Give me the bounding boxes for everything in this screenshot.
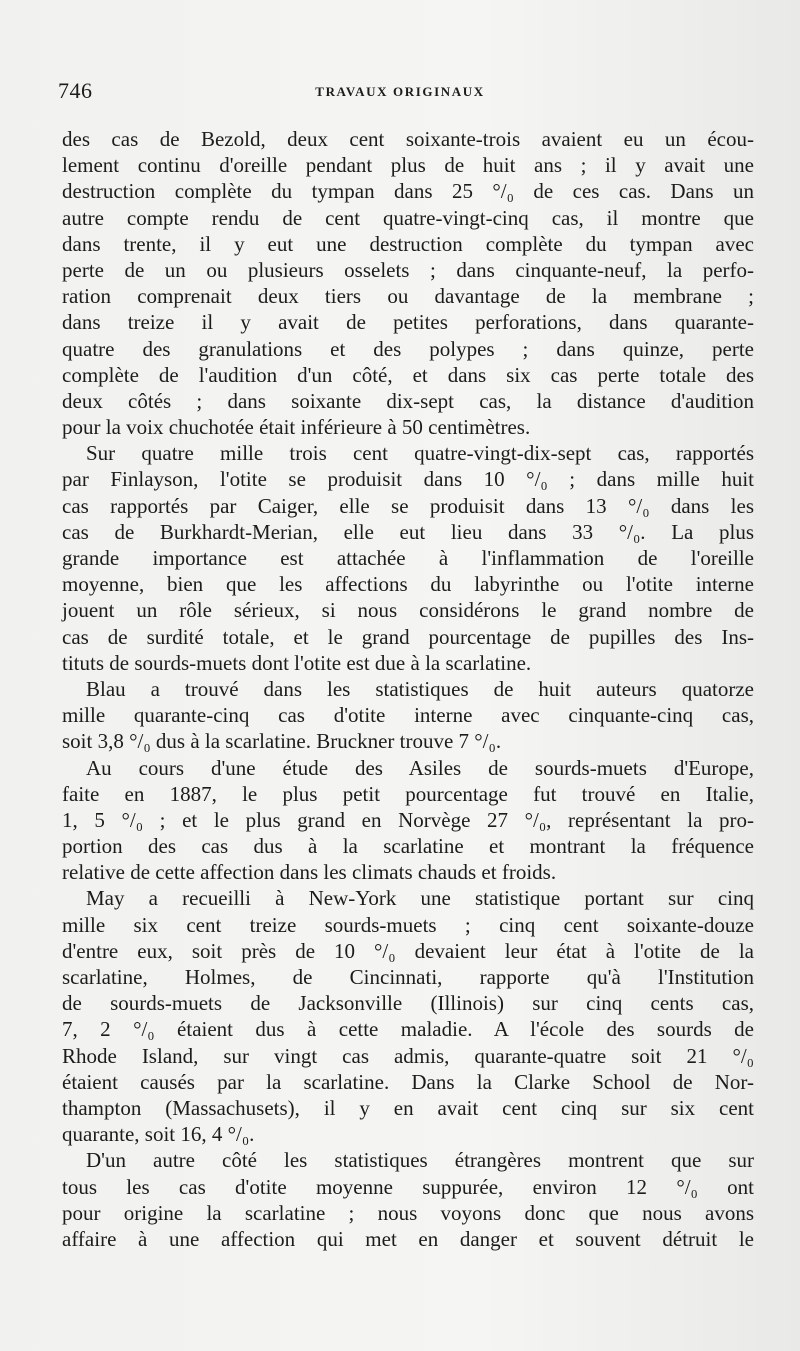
text-line: thampton (Massachusets), il y en avait cent cinq sur six cent [62,1095,754,1120]
text-line: mille six cent treize sourds-muets ; cinq cent soixante-douze [62,912,754,937]
text-line: dans treize il y avait de petites perforations, dans quarante- [62,310,754,335]
text-line: D'un autre côté les statistiques étrangères montrent que sur [86,1148,754,1173]
text-line: tous les cas d'otite moyenne suppurée, environ 12 °/₀ ont [62,1174,754,1199]
text-line: étaient causés par la scarlatine. Dans la Clarke School de Nor- [62,1069,754,1094]
text-line: Au cours d'une étude des Asiles de sourds-muets d'Europe, [86,755,754,780]
text-line: cas rapportés par Caiger, elle se produisit dans 13 °/₀ dans les [62,493,754,518]
text-line: portion des cas dus à la scarlatine et montrant la fréquence [62,834,754,859]
page-number: 746 [58,78,93,103]
text-line: pour origine la scarlatine ; nous voyons donc que nous avons [62,1200,754,1225]
text-line: affaire à une affection qui met en danger et souvent détruit le [62,1226,754,1251]
text-line: jouent un rôle sérieux, si nous considérons le grand nombre de [62,598,754,623]
text-line: des cas de Bezold, deux cent soixante-trois avaient eu un écou- [62,127,754,151]
text-line: May a recueilli à New-York une statistique portant sur cinq [86,886,754,911]
text-line: mille quarante-cinq cas d'otite interne avec cinquante-cinq cas, [62,703,754,728]
text-line: ration comprenait deux tiers ou davantage de la membrane ; [62,284,754,309]
text-line: pour la voix chuchotée était inférieure à 50 centimètres. [62,415,531,440]
text-line: relative de cette affection dans les climats chauds et froids. [62,860,557,885]
text-line: grande importance est attachée à l'inflammation de l'oreille [62,546,754,570]
text-line: quatre des granulations et des polypes ; dans quinze, perte [62,336,754,361]
text-line: moyenne, bien que les affections du labyrinthe ou l'otite interne [62,572,754,597]
text-line: tituts de sourds-muets dont l'otite est due à la scarlatine. [62,650,532,675]
text-line: destruction complète du tympan dans 25 °/₀ de ces cas. Dans un [62,179,754,204]
text-line: lement continu d'oreille pendant plus de huit ans ; il y avait une [62,153,754,178]
text-line: Blau a trouvé dans les statistiques de huit auteurs quatorze [86,676,754,701]
text-line: autre compte rendu de cent quatre-vingt-cinq cas, il montre que [62,205,754,230]
text-line: Rhode Island, sur vingt cas admis, quarante-quatre soit 21 °/₀ [62,1043,754,1068]
running-title: TRAVAUX ORIGINAUX [315,84,485,99]
text-line: 1, 5 °/₀ ; et le plus grand en Norvège 27 °/₀, représentant la pro- [62,807,754,832]
text-line: 7, 2 °/₀ étaient dus à cette maladie. A l'école des sourds de [62,1017,754,1042]
text-line: cas de Burkhardt-Merian, elle eut lieu dans 33 °/₀. La plus [62,519,754,544]
text-line: perte de un ou plusieurs osselets ; dans cinquante-neuf, la perfo- [62,257,754,282]
text-line: deux côtés ; dans soixante dix-sept cas, la distance d'audition [62,388,754,413]
text-line: de sourds-muets de Jacksonville (Illinois) sur cinq cents cas, [62,991,754,1016]
text-line: quarante, soit 16, 4 °/₀. [62,1122,255,1147]
text-line: d'entre eux, soit près de 10 °/₀ devaient leur état à l'otite de la [62,938,754,963]
text-line: cas de surdité totale, et le grand pourcentage de pupilles des Ins- [62,624,754,649]
body-text [62,126,754,1252]
text-line: faite en 1887, le plus petit pourcentage fut trouvé en Italie, [62,781,754,806]
text-line: par Finlayson, l'otite se produisit dans 10 °/₀ ; dans mille huit [62,467,754,492]
text-line: complète de l'audition d'un côté, et dans six cas perte totale des [62,362,754,387]
text-line: soit 3,8 °/₀ dus à la scarlatine. Bruckner trouve 7 °/₀. [62,729,502,754]
text-line: Sur quatre mille trois cent quatre-vingt-dix-sept cas, rapportés [86,441,754,466]
text-line: scarlatine, Holmes, de Cincinnati, rapporte qu'à l'Institution [62,965,754,989]
text-line: dans trente, il y eut une destruction complète du tympan avec [62,231,754,256]
